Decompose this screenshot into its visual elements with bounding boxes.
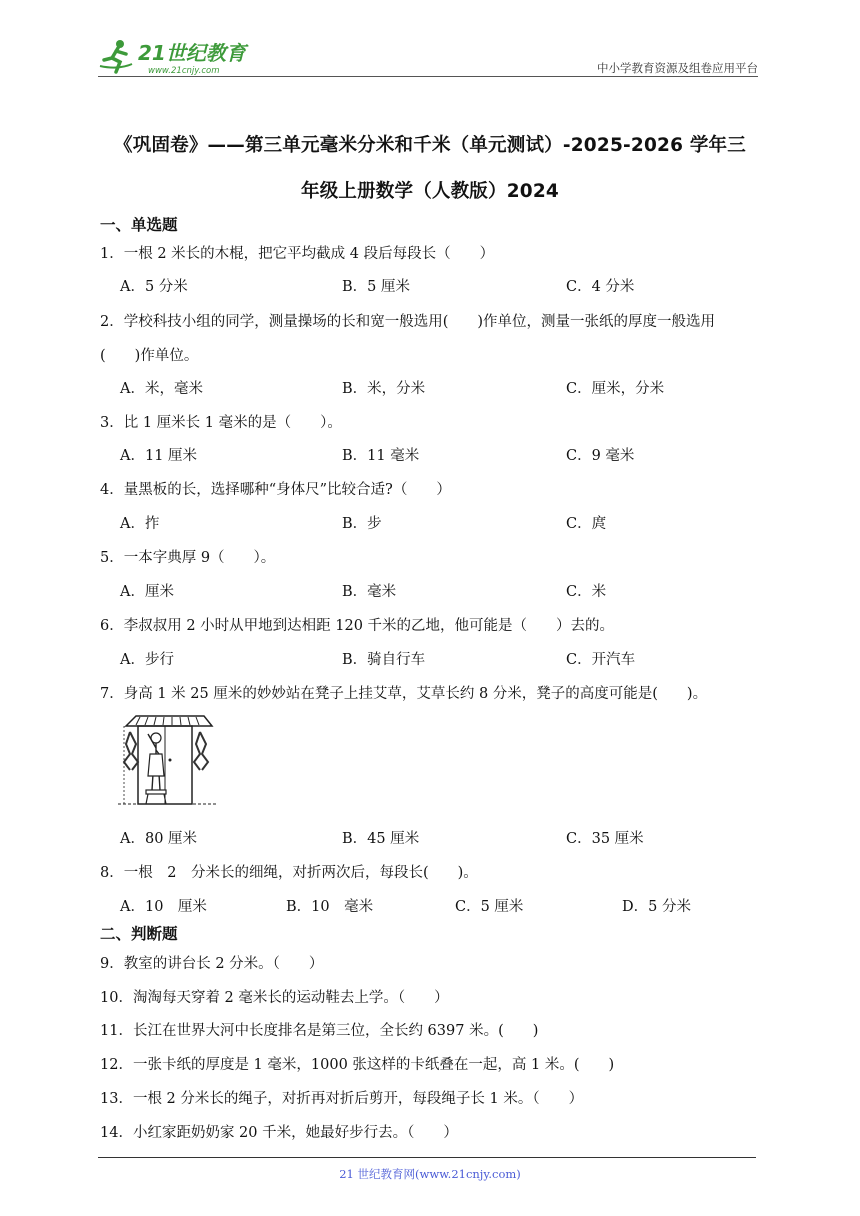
hanging-mugwort-illustration — [116, 714, 218, 810]
q6-option-b: B．骑自行车 — [342, 652, 426, 668]
page-title-line2: 年级上册数学（人教版）2024 — [301, 181, 559, 202]
q6-option-c: C．开汽车 — [566, 652, 636, 668]
question-5: 5．一本字典厚 9（ ）。 — [100, 550, 276, 566]
section-single-choice: 一、单选题 — [100, 216, 178, 234]
q7-option-a: A．80 厘米 — [120, 831, 198, 847]
q4-option-c: C．庹 — [566, 516, 607, 532]
question-13: 13．一根 2 分米长的绳子，对折再对折后剪开，每段绳子长 1 米。（ ） — [100, 1091, 584, 1107]
q2-option-a: A．米，毫米 — [120, 381, 203, 397]
page-header — [98, 34, 758, 78]
q6-option-a: A．步行 — [120, 652, 174, 668]
q1-option-c: C．4 分米 — [566, 279, 635, 295]
question-8: 8．一根 2 分米长的细绳，对折两次后，每段长( )。 — [100, 865, 478, 881]
q8-option-a: A．10 厘米 — [120, 899, 207, 915]
question-11: 11．长江在世界大河中长度排名是第三位，全长约 6397 米。( ) — [100, 1023, 539, 1039]
q2-option-c: C．厘米，分米 — [566, 381, 665, 397]
question-12: 12．一张卡纸的厚度是 1 毫米，1000 张这样的卡纸叠在一起，高 1 米。( ) — [100, 1057, 615, 1073]
question-7: 7．身高 1 米 25 厘米的妙妙站在凳子上挂艾草，艾草长约 8 分米，凳子的高度可能是( )。 — [100, 686, 708, 702]
q1-option-a: A．5 分米 — [120, 279, 188, 295]
site-logo — [98, 36, 268, 76]
q4-option-b: B．步 — [342, 516, 382, 532]
header-divider — [98, 76, 758, 77]
footer-divider — [98, 1157, 756, 1158]
q3-option-c: C．9 毫米 — [566, 448, 635, 464]
footer-link[interactable]: 21 世纪教育网(www.21cnjy.com) — [339, 1167, 521, 1181]
question-3: 3．比 1 厘米长 1 毫米的是（ ）。 — [100, 415, 342, 431]
svg-text:www.21cnjy.com: www.21cnjy.com — [148, 66, 220, 76]
q8-option-b: B．10 毫米 — [286, 899, 374, 915]
q8-option-c: C．5 厘米 — [455, 899, 524, 915]
svg-text:21世纪教育: 21世纪教育 — [138, 41, 246, 65]
question-10: 10．淘淘每天穿着 2 毫米长的运动鞋去上学。（ ） — [100, 990, 449, 1006]
q7-option-c: C．35 厘米 — [566, 831, 644, 847]
q5-option-a: A．厘米 — [120, 584, 174, 600]
q3-option-a: A．11 厘米 — [120, 448, 198, 464]
question-2: 2．学校科技小组的同学，测量操场的长和宽一般选用( )作单位，测量一张纸的厚度一般选用 — [100, 314, 716, 330]
question-4: 4．量黑板的长，选择哪种“身体尺”比较合适?（ ） — [100, 482, 451, 498]
q4-option-a: A．拃 — [120, 516, 160, 532]
section-true-false: 二、判断题 — [100, 925, 178, 943]
q8-option-d: D．5 分米 — [622, 899, 691, 915]
question-1: 1．一根 2 米长的木棍，把它平均截成 4 段后每段长（ ） — [100, 246, 495, 262]
q5-option-c: C．米 — [566, 584, 607, 600]
page-title-line1: 《巩固卷》——第三单元毫米分米和千米（单元测试）-2025-2026 学年三 — [114, 135, 746, 156]
question-9: 9．教室的讲台长 2 分米。（ ） — [100, 956, 324, 972]
q3-option-b: B．11 毫米 — [342, 448, 420, 464]
q1-option-b: B．5 厘米 — [342, 279, 410, 295]
platform-name: 中小学教育资源及组卷应用平台 — [597, 61, 758, 75]
question-14: 14．小红家距奶奶家 20 千米，她最好步行去。（ ） — [100, 1125, 458, 1141]
q2-option-b: B．米，分米 — [342, 381, 426, 397]
question-6: 6．李叔叔用 2 小时从甲地到达相距 120 千米的乙地，他可能是（ ）去的。 — [100, 618, 615, 634]
q7-option-b: B．45 厘米 — [342, 831, 420, 847]
q5-option-b: B．毫米 — [342, 584, 397, 600]
question-2-cont: ( )作单位。 — [100, 348, 199, 364]
